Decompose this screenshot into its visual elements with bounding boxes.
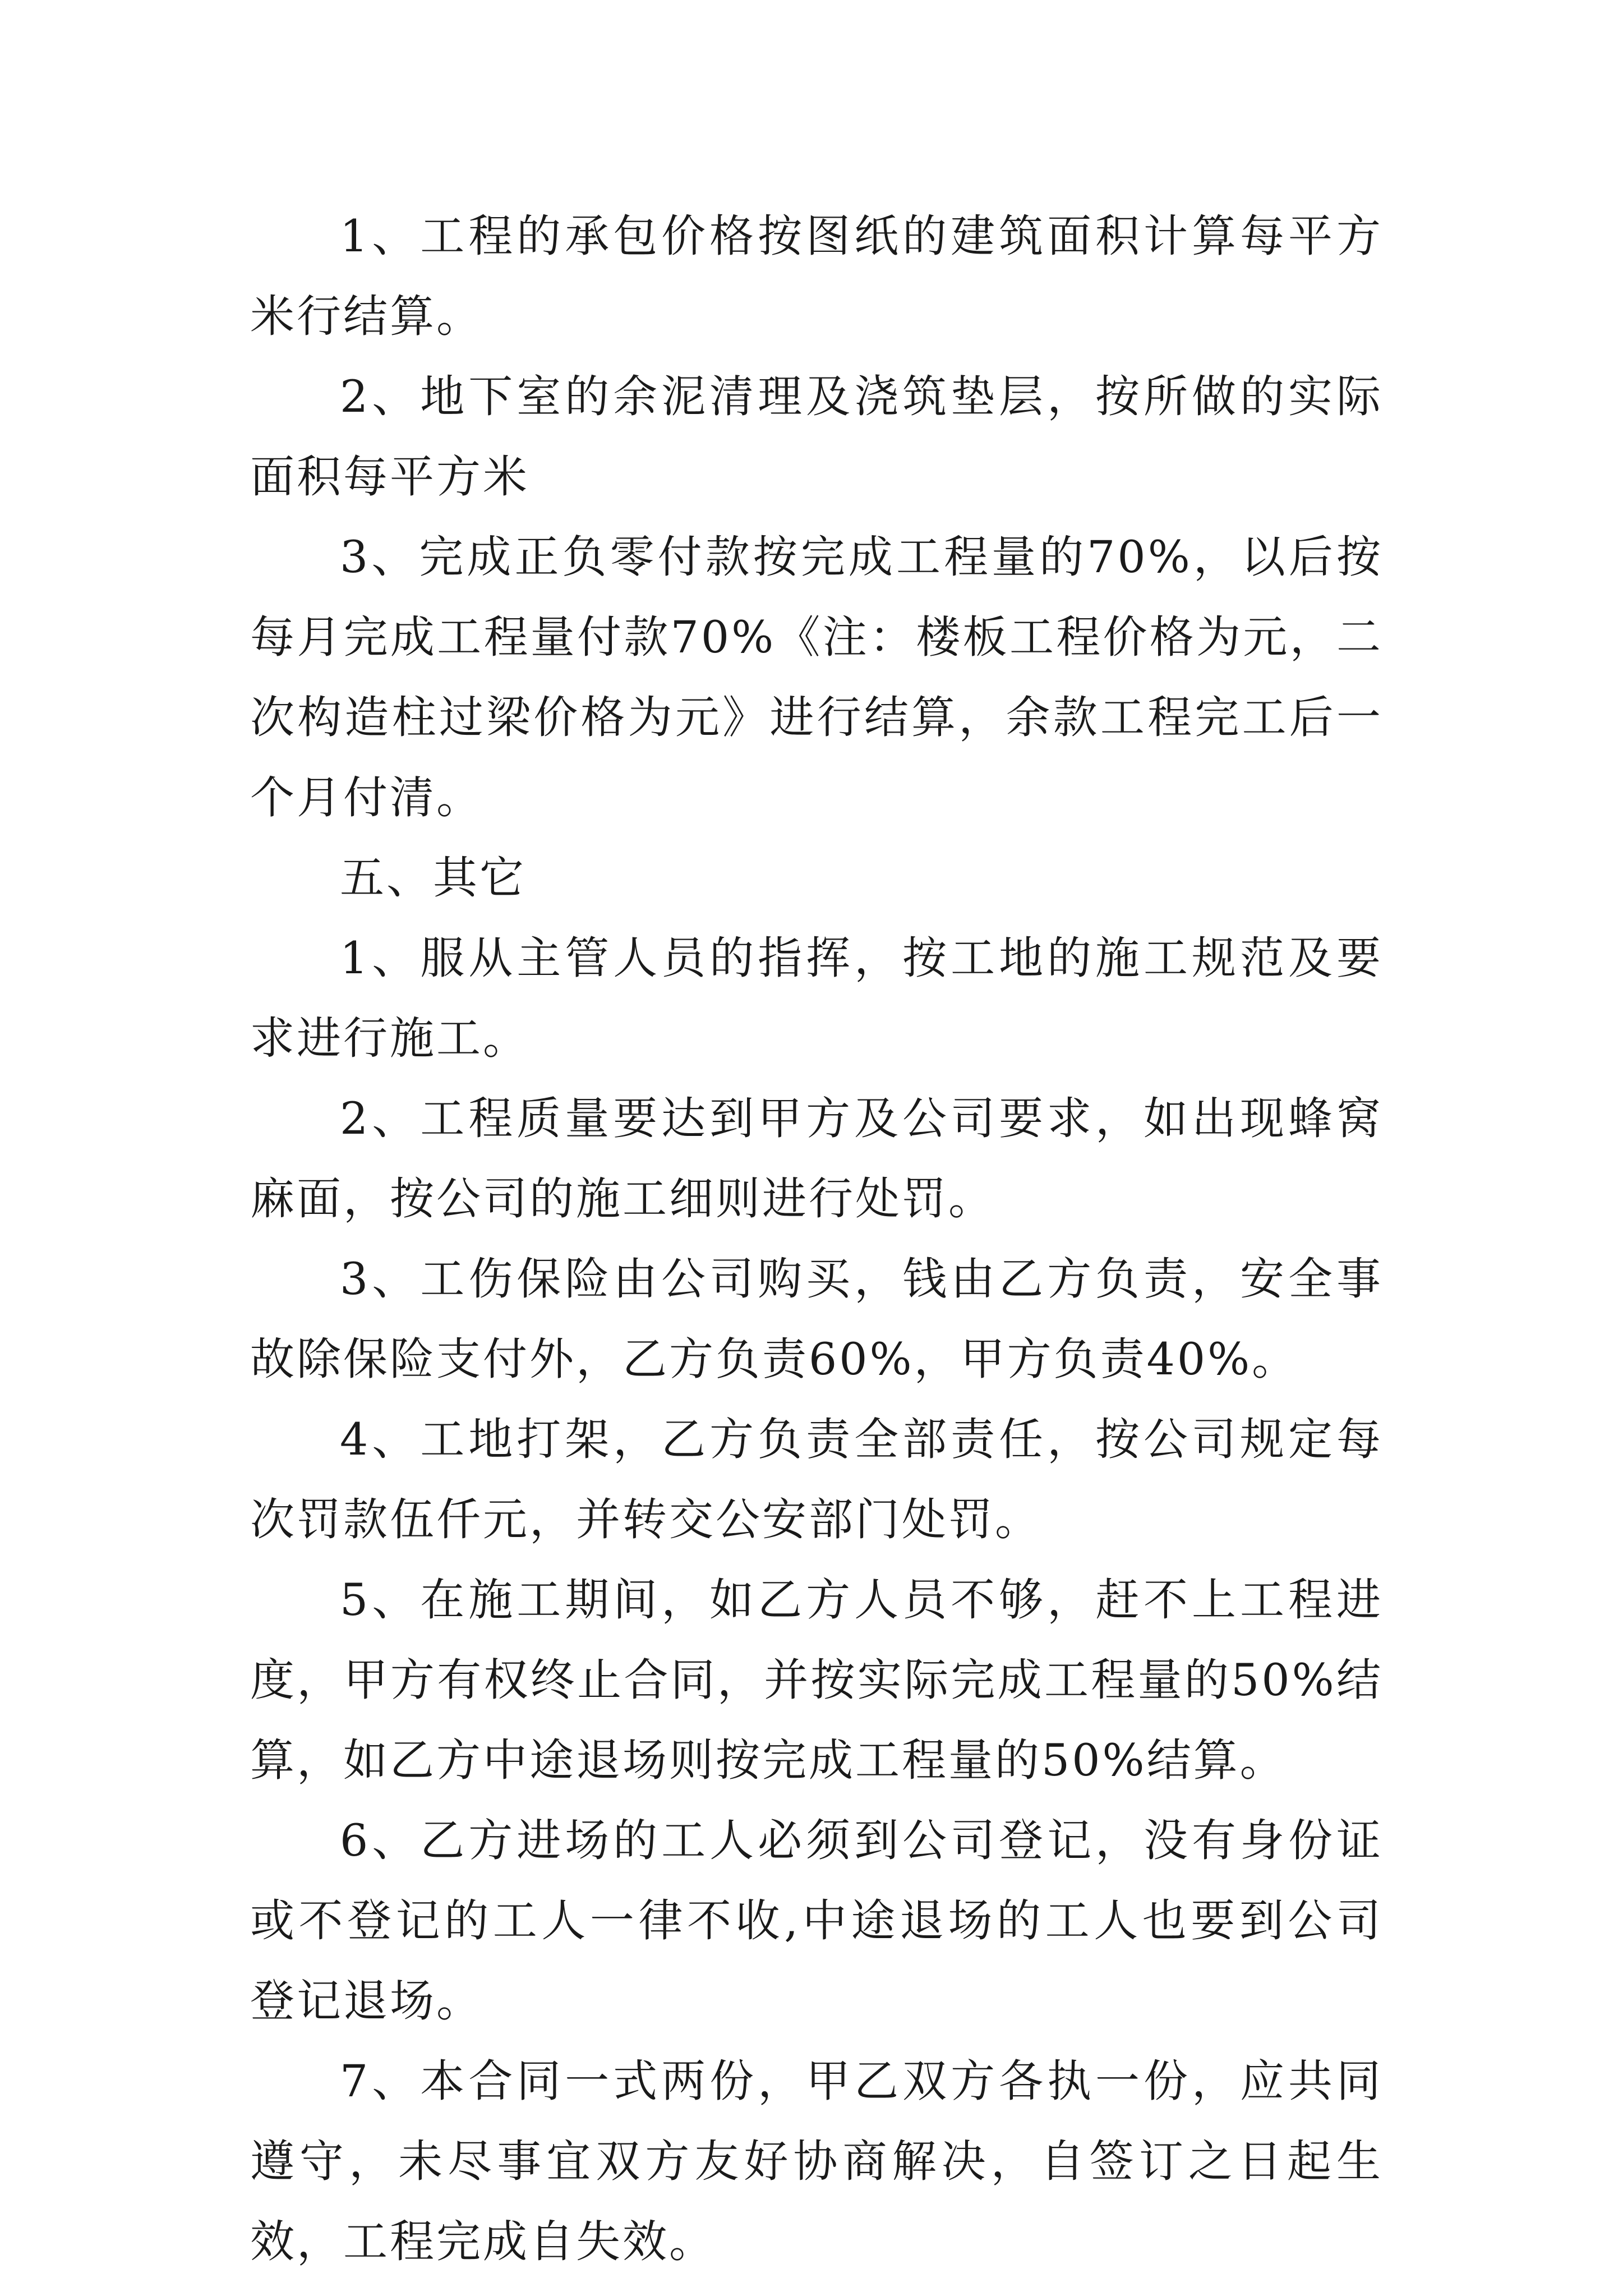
other-clause-7: 7、本合同一式两份，甲乙双方各执一份，应共同遵守，未尽事宜双方友好协商解决，自签订之日起生效，工程完成自失效。 bbox=[250, 2055, 1383, 2267]
other-clause-4: 4、工地打架，乙方负责全部责任，按公司规定每次罚款伍仟元，并转交公安部门处罚。 bbox=[250, 1414, 1383, 1545]
clause-2-basement: 2、地下室的余泥清理及浇筑垫层，按所做的实际面积每平方米 bbox=[250, 371, 1383, 503]
other-clause-3: 3、工伤保险由公司购买，钱由乙方负责，安全事故除保险支付外，乙方负责60%，甲方负责40%。 bbox=[250, 1253, 1383, 1385]
other-clause-6: 6、乙方进场的工人必须到公司登记，没有身份证或不登记的工人一律不收,中途退场的工人也要到公司登记退场。 bbox=[250, 1815, 1383, 2027]
other-clause-1: 1、服从主管人员的指挥，按工地的施工规范及要求进行施工。 bbox=[250, 932, 1383, 1064]
clause-3-payment: 3、完成正负零付款按完成工程量的70%，以后按每月完成工程量付款70%《注：楼板工程价格为元，二次构造柱过梁价格为元》进行结算，余款工程完工后一个月付清。 bbox=[250, 531, 1383, 823]
other-clause-5: 5、在施工期间，如乙方人员不够，赶不上工程进度，甲方有权终止合同，并按实际完成工程量的50%结算，如乙方中途退场则按完成工程量的50%结算。 bbox=[250, 1574, 1383, 1786]
clause-1-pricing: 1、工程的承包价格按图纸的建筑面积计算每平方米行结算。 bbox=[250, 210, 1383, 342]
document-body bbox=[250, 196, 1383, 2282]
other-clause-2: 2、工程质量要达到甲方及公司要求，如出现蜂窝麻面，按公司的施工细则进行处罚。 bbox=[250, 1093, 1383, 1225]
section-heading-other: 五、其它 bbox=[340, 852, 526, 904]
